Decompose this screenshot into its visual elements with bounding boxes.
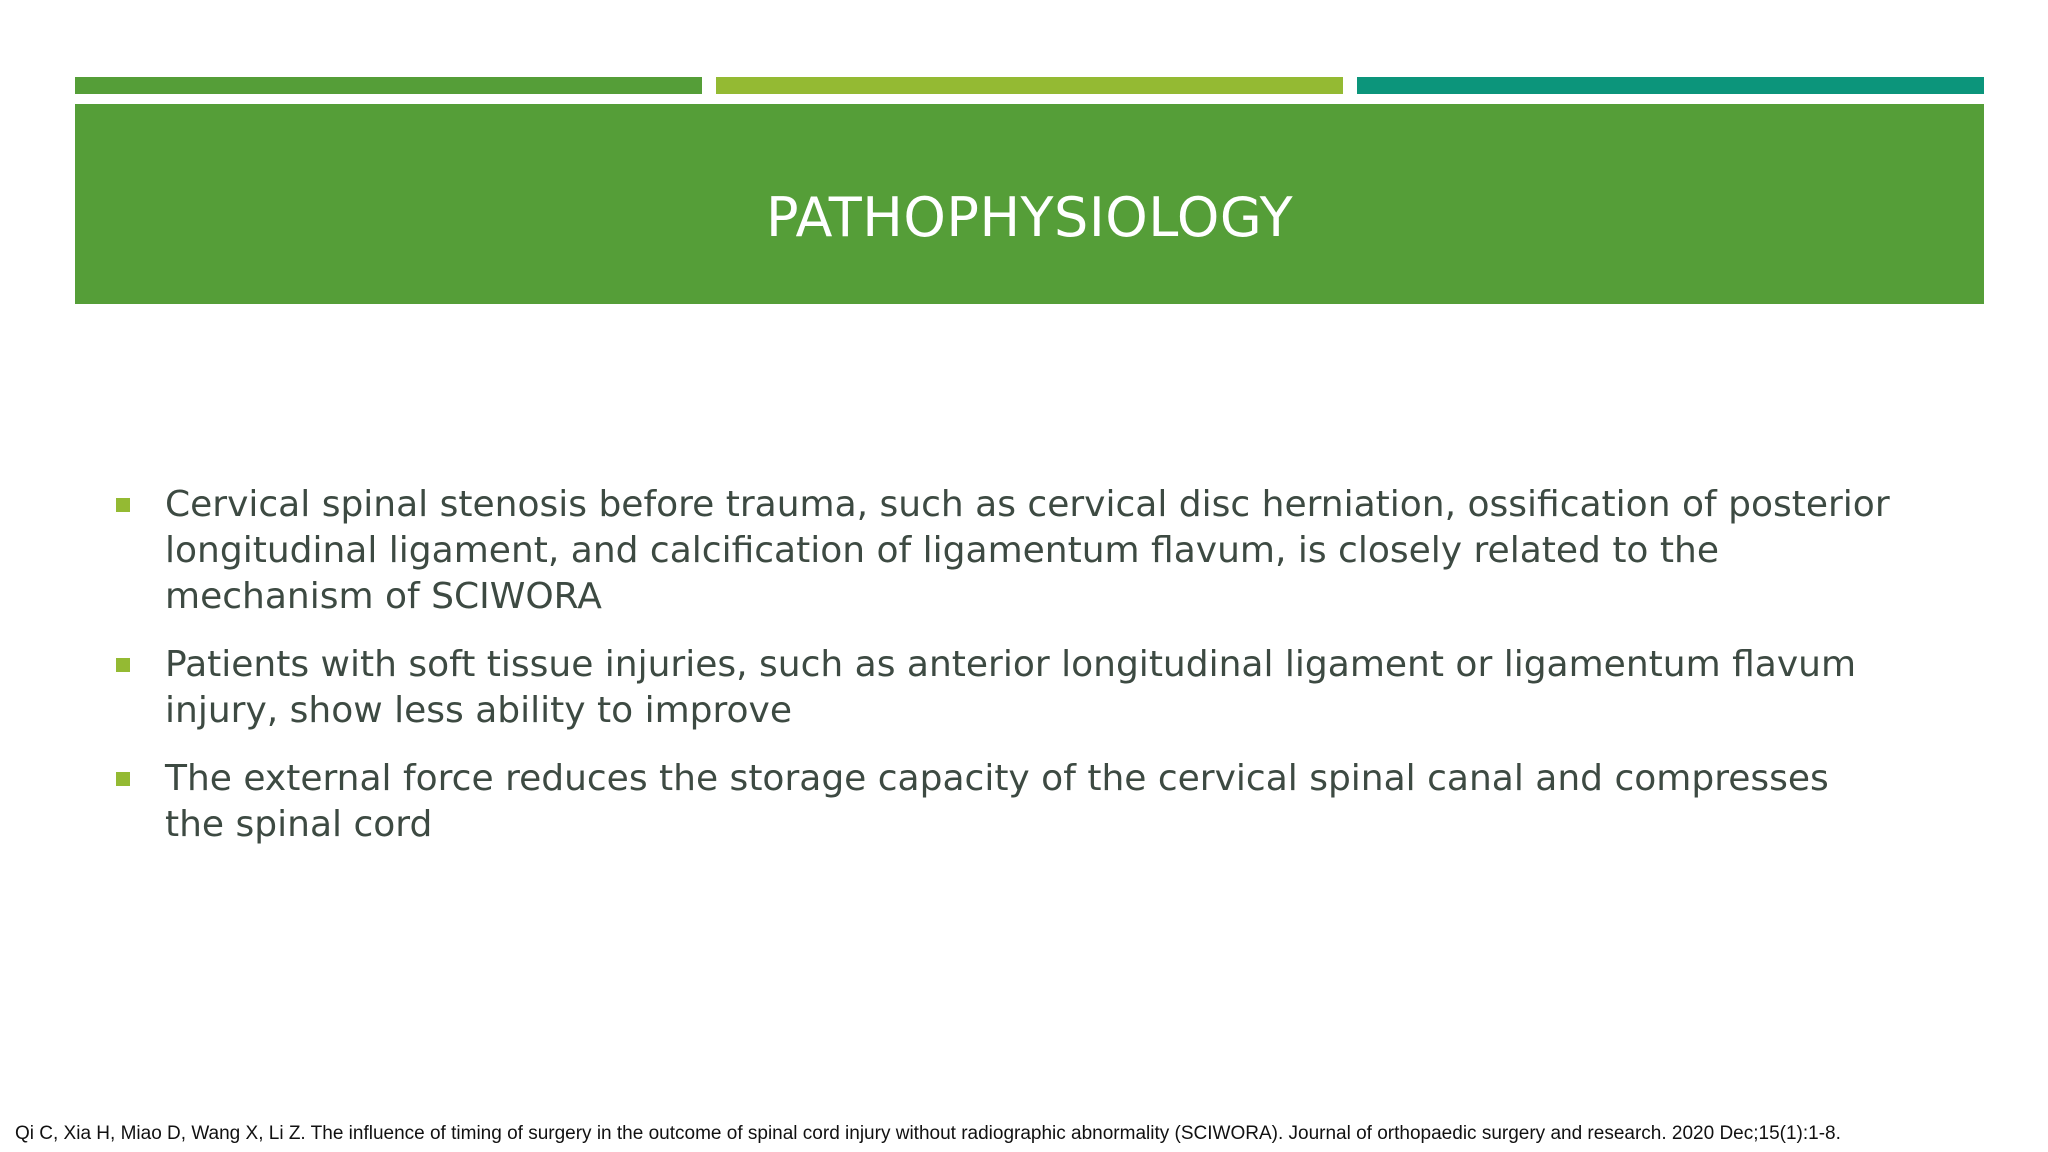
square-bullet-icon — [116, 658, 130, 672]
accent-bar-lime — [716, 77, 1343, 94]
citation-text: Qi C, Xia H, Miao D, Wang X, Li Z. The influence of timing of surgery in the outcome of spinal cord injury without radiographic abnormality (SCIWORA). Journal of orthopaedic surgery and research. 2020 Dec;15(1):1-8. — [15, 1123, 1841, 1144]
bullet-list — [112, 482, 1892, 870]
accent-bar-green — [75, 77, 702, 94]
bullet-item — [112, 482, 1892, 620]
square-bullet-icon — [116, 498, 130, 512]
slide-title: PATHOPHYSIOLOGY — [765, 185, 1294, 249]
square-bullet-icon — [116, 772, 130, 786]
title-band — [75, 104, 1984, 304]
bullet-text: Patients with soft tissue injuries, such as anterior longitudinal ligament or ligamentum flavum injury, show less ability to improve — [165, 644, 1857, 731]
accent-bar-teal — [1357, 77, 1984, 94]
bullet-item — [112, 756, 1892, 848]
bullet-text: The external force reduces the storage capacity of the cervical spinal canal and compresses the spinal cord — [165, 758, 1829, 845]
bullet-text: Cervical spinal stenosis before trauma, such as cervical disc herniation, ossification of posterior longitudinal ligament, and calcification of ligamentum flavum, is closely related to the mechanism of SCIWORA — [165, 484, 1890, 617]
bullet-item — [112, 642, 1892, 734]
